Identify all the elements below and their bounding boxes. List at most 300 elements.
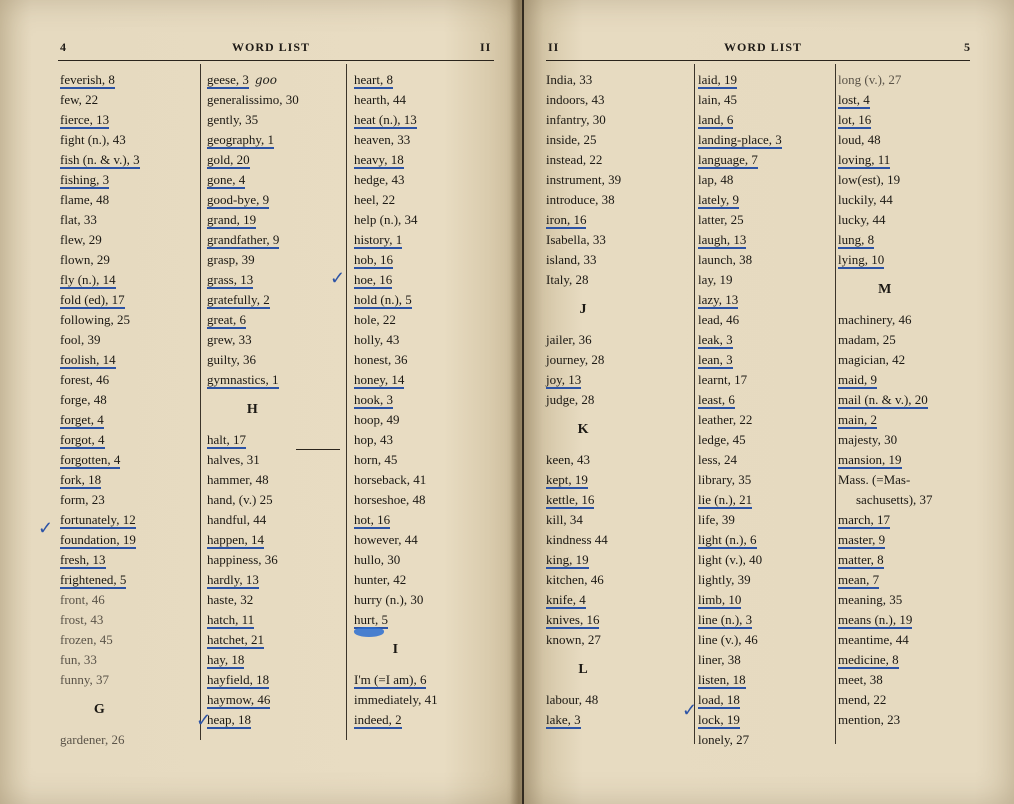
word-entry [207,630,299,650]
word-entry [354,130,438,150]
word-entry [354,110,438,130]
word-entry [698,690,782,710]
word-text: sachusetts), 37 [856,492,933,507]
word-text: introduce, 38 [546,192,615,207]
word-entry [838,70,933,90]
word-column-1 [60,70,140,750]
word-text: fresh, 13 [60,552,106,567]
word-entry [698,550,782,570]
section-letter: H [246,402,259,417]
word-entry [698,390,782,410]
word-entry [60,270,140,290]
word-text: haymow, 46 [207,692,271,707]
word-text: king, 19 [546,552,589,567]
column-divider [346,64,347,740]
word-entry [838,690,933,710]
word-text: kitchen, 46 [546,572,604,587]
right-page-header: WORD LIST [724,40,803,54]
word-text: halt, 17 [207,432,246,447]
word-text: master, 9 [838,532,886,547]
right-page-number: 5 [964,40,971,54]
word-text: latter, 25 [698,212,744,227]
ink-blotch [354,627,384,637]
word-entry [207,670,299,690]
word-entry [354,550,438,570]
word-text: forgotten, 4 [60,452,121,467]
word-text: indeed, 2 [354,712,402,727]
word-entry [207,430,299,450]
word-text: judge, 28 [546,392,595,407]
word-entry [698,330,782,350]
word-text: happiness, 36 [207,552,278,567]
section-letter: K [577,422,590,437]
word-entry [60,330,140,350]
word-text: frightened, 5 [60,572,127,587]
word-text: keen, 43 [546,452,591,467]
word-text: gently, 35 [207,112,259,127]
check-mark: ✓ [682,700,698,721]
word-entry [698,90,782,110]
word-entry [207,70,299,90]
word-text: long (v.), 27 [838,72,902,87]
word-entry [838,110,933,130]
word-text: life, 39 [698,512,735,527]
word-entry [838,510,933,530]
word-entry [60,410,140,430]
word-text: low(est), 19 [838,172,901,187]
check-mark: ✓ [196,710,212,731]
word-entry [698,610,782,630]
word-entry [698,110,782,130]
word-entry [60,670,140,690]
word-entry [207,370,299,390]
word-entry [354,570,438,590]
word-entry [354,190,438,210]
check-mark: ✓ [330,268,346,289]
word-text: hoop, 49 [354,412,400,427]
word-text: heat (n.), 13 [354,112,417,127]
word-column-6 [838,70,933,730]
word-text: foolish, 14 [60,352,116,367]
section-letter: J [579,302,588,317]
word-entry [546,190,621,210]
word-text: kill, 34 [546,512,583,527]
word-entry [546,510,621,530]
word-text: flew, 29 [60,232,102,247]
word-entry [546,170,621,190]
word-entry [60,450,140,470]
word-text: kept, 19 [546,472,588,487]
word-text: horn, 45 [354,452,398,467]
word-entry [354,350,438,370]
word-text: language, 7 [698,152,758,167]
word-text: liner, 38 [698,652,741,667]
word-entry [207,310,299,330]
word-text: hurry (n.), 30 [354,592,424,607]
word-entry [546,230,621,250]
word-entry [698,270,782,290]
word-text: form, 23 [60,492,105,507]
word-text: knives, 16 [546,612,600,627]
word-text: lake, 3 [546,712,581,727]
word-text: least, 6 [698,392,735,407]
word-text: magician, 42 [838,352,906,367]
word-entry [838,650,933,670]
word-text: India, 33 [546,72,593,87]
word-text: lap, 48 [698,172,734,187]
word-text: line (v.), 46 [698,632,758,647]
word-text: great, 6 [207,312,246,327]
word-entry [354,590,438,610]
word-entry [838,570,933,590]
word-text: lately, 9 [698,192,740,207]
word-entry [838,190,933,210]
word-text: horseshoe, 48 [354,492,426,507]
word-entry [354,150,438,170]
word-entry [838,350,933,370]
word-entry [354,330,438,350]
word-entry [698,190,782,210]
word-entry [60,230,140,250]
word-text: laid, 19 [698,72,737,87]
word-text: load, 18 [698,692,740,707]
word-text: forge, 48 [60,392,107,407]
column-divider [200,64,201,740]
word-text: landing-place, 3 [698,132,782,147]
word-text: heap, 18 [207,712,252,727]
word-entry [354,90,438,110]
word-entry [354,290,438,310]
word-entry [698,290,782,310]
word-entry [546,710,621,730]
word-entry [207,450,299,470]
word-text: knife, 4 [546,592,586,607]
left-page-header: WORD LIST [232,40,311,54]
word-text: gardener, 26 [60,732,125,747]
word-entry [838,130,933,150]
word-entry [698,210,782,230]
word-entry [698,170,782,190]
word-entry [354,430,438,450]
word-text: leather, 22 [698,412,753,427]
word-entry [838,150,933,170]
word-entry [354,270,438,290]
word-entry [838,230,933,250]
word-entry [354,470,438,490]
word-text: heart, 8 [354,72,393,87]
word-entry [838,370,933,390]
word-entry [60,630,140,650]
word-text: following, 25 [60,312,131,327]
word-entry [207,250,299,270]
word-entry [698,530,782,550]
word-text: mansion, 19 [838,452,902,467]
word-entry [546,470,621,490]
word-entry [60,250,140,270]
word-entry [838,550,933,570]
word-entry [60,510,140,530]
word-entry [354,230,438,250]
word-text: inside, 25 [546,132,597,147]
word-text: lay, 19 [698,272,733,287]
word-entry [354,390,438,410]
word-text: hand, (v.) 25 [207,492,273,507]
word-entry [838,610,933,630]
word-entry [207,90,299,110]
word-text: hold (n.), 5 [354,292,412,307]
word-text: listen, 18 [698,672,746,687]
word-text: hatch, 11 [207,612,255,627]
check-mark: ✓ [38,518,54,539]
word-entry [698,250,782,270]
word-entry [698,350,782,370]
word-entry [698,230,782,250]
word-text: maid, 9 [838,372,877,387]
word-text: geography, 1 [207,132,275,147]
word-text: handful, 44 [207,512,267,527]
word-text: library, 35 [698,472,752,487]
word-text: lonely, 27 [698,732,750,747]
ink-stroke [296,449,340,450]
word-entry [546,610,621,630]
word-text: forgot, 4 [60,432,105,447]
word-entry [207,550,299,570]
word-entry [207,290,299,310]
word-entry [698,310,782,330]
word-text: hearth, 44 [354,92,406,107]
word-text: loud, 48 [838,132,881,147]
word-text: main, 2 [838,412,877,427]
word-text: grasp, 39 [207,252,255,267]
word-entry [838,330,933,350]
word-text: hoe, 16 [354,272,393,287]
word-text: funny, 37 [60,672,109,687]
word-text: history, 1 [354,232,403,247]
word-entry [207,530,299,550]
word-text: lock, 19 [698,712,740,727]
word-text: flat, 33 [60,212,97,227]
word-text: instrument, 39 [546,172,622,187]
word-text: lightly, 39 [698,572,751,587]
word-entry [354,450,438,470]
word-text: heaven, 33 [354,132,411,147]
word-entry [207,330,299,350]
word-entry [354,510,438,530]
word-text: launch, 38 [698,252,753,267]
word-entry [207,690,299,710]
word-text: meantime, 44 [838,632,909,647]
word-entry [60,290,140,310]
word-text: foundation, 19 [60,532,136,547]
word-entry [838,170,933,190]
word-text: frozen, 45 [60,632,113,647]
word-text: fight (n.), 43 [60,132,126,147]
word-column-4 [546,70,621,730]
word-entry [546,250,621,270]
word-text: hot, 16 [354,512,391,527]
word-text: good-bye, 9 [207,192,270,207]
word-entry [60,70,140,90]
word-entry [698,470,782,490]
word-entry [60,430,140,450]
word-entry [546,630,621,650]
word-text: lucky, 44 [838,212,886,227]
word-entry [546,590,621,610]
word-entry [698,490,782,510]
word-text: gold, 20 [207,152,250,167]
word-entry [354,690,438,710]
word-entry [838,310,933,330]
word-text: happen, 14 [207,532,265,547]
word-entry [60,730,140,750]
word-column-5 [698,70,782,750]
word-entry [60,90,140,110]
word-entry [354,670,438,690]
section-letter: G [93,702,106,717]
word-entry [698,710,782,730]
word-text: heel, 22 [354,192,396,207]
section-letter: L [578,662,589,677]
word-entry [838,630,933,650]
word-entry [698,130,782,150]
word-entry [546,130,621,150]
word-text: fly (n.), 14 [60,272,116,287]
word-entry [60,370,140,390]
word-text: known, 27 [546,632,601,647]
word-text: hedge, 43 [354,172,405,187]
word-entry [207,490,299,510]
word-entry [698,450,782,470]
word-entry [207,230,299,250]
word-text: lost, 4 [838,92,870,107]
word-text: holly, 43 [354,332,400,347]
word-text: guilty, 36 [207,352,256,367]
word-text: jailer, 36 [546,332,592,347]
word-entry [838,250,933,270]
word-text: few, 22 [60,92,99,107]
word-text: honey, 14 [354,372,405,387]
word-entry [60,310,140,330]
word-text: fishing, 3 [60,172,110,187]
word-text: mention, 23 [838,712,901,727]
word-text: loving, 11 [838,152,891,167]
word-text: Italy, 28 [546,272,589,287]
word-text: frost, 43 [60,612,104,627]
word-entry [60,110,140,130]
word-text: meet, 38 [838,672,883,687]
word-text: flown, 29 [60,252,110,267]
word-text: majesty, 30 [838,432,898,447]
word-entry [698,730,782,750]
word-text: immediately, 41 [354,692,438,707]
word-text: island, 33 [546,252,597,267]
word-text: grew, 33 [207,332,252,347]
word-text: hardly, 13 [207,572,259,587]
word-text: mean, 7 [838,572,880,587]
word-entry [838,450,933,470]
word-text: halves, 31 [207,452,260,467]
word-entry [838,670,933,690]
word-text: iron, 16 [546,212,587,227]
word-text: grand, 19 [207,212,257,227]
word-entry [546,270,621,290]
word-entry [546,570,621,590]
word-text: limb, 10 [698,592,742,607]
word-entry [354,250,438,270]
word-text: gymnastics, 1 [207,372,279,387]
word-text: haste, 32 [207,592,254,607]
word-entry [60,470,140,490]
word-entry [207,610,299,630]
word-entry [838,530,933,550]
word-entry [838,470,933,490]
word-text: kettle, 16 [546,492,595,507]
word-entry [207,210,299,230]
word-text: hammer, 48 [207,472,269,487]
word-text: journey, 28 [546,352,605,367]
word-entry [60,490,140,510]
word-text: medicine, 8 [838,652,899,667]
word-text: luckily, 44 [838,192,893,207]
word-entry [60,390,140,410]
word-entry [207,150,299,170]
word-text: indoors, 43 [546,92,605,107]
word-text: laugh, 13 [698,232,747,247]
word-entry [60,570,140,590]
word-entry [546,150,621,170]
word-entry [546,450,621,470]
word-entry [838,390,933,410]
column-divider [835,64,836,744]
word-entry [546,530,621,550]
word-entry [354,710,438,730]
word-text: hook, 3 [354,392,393,407]
word-entry [546,390,621,410]
word-entry [838,490,933,510]
word-text: hullo, 30 [354,552,401,567]
word-text: lying, 10 [838,252,885,267]
left-page-number: 4 [60,40,67,54]
word-text: forget, 4 [60,412,104,427]
word-entry [546,210,621,230]
section-letter: I [392,642,400,657]
word-entry [354,370,438,390]
word-entry [546,70,621,90]
word-text: matter, 8 [838,552,884,567]
word-text: grass, 13 [207,272,254,287]
word-text: generalissimo, 30 [207,92,299,107]
word-entry [698,70,782,90]
header-rule [546,60,970,61]
word-text: Mass. (=Mas- [838,472,911,487]
word-text: hob, 16 [354,252,393,267]
word-entry [60,530,140,550]
right-page [524,0,1014,804]
word-entry [207,170,299,190]
word-entry [207,570,299,590]
word-entry [354,70,438,90]
word-column-2 [207,70,299,730]
word-text: light (v.), 40 [698,552,763,567]
left-header-number: II [480,40,492,54]
word-text: geese, 3 [207,72,249,87]
word-entry [838,430,933,450]
word-entry [60,550,140,570]
word-entry [354,170,438,190]
word-entry [698,670,782,690]
word-text: instead, 22 [546,152,603,167]
word-text: learnt, 17 [698,372,748,387]
